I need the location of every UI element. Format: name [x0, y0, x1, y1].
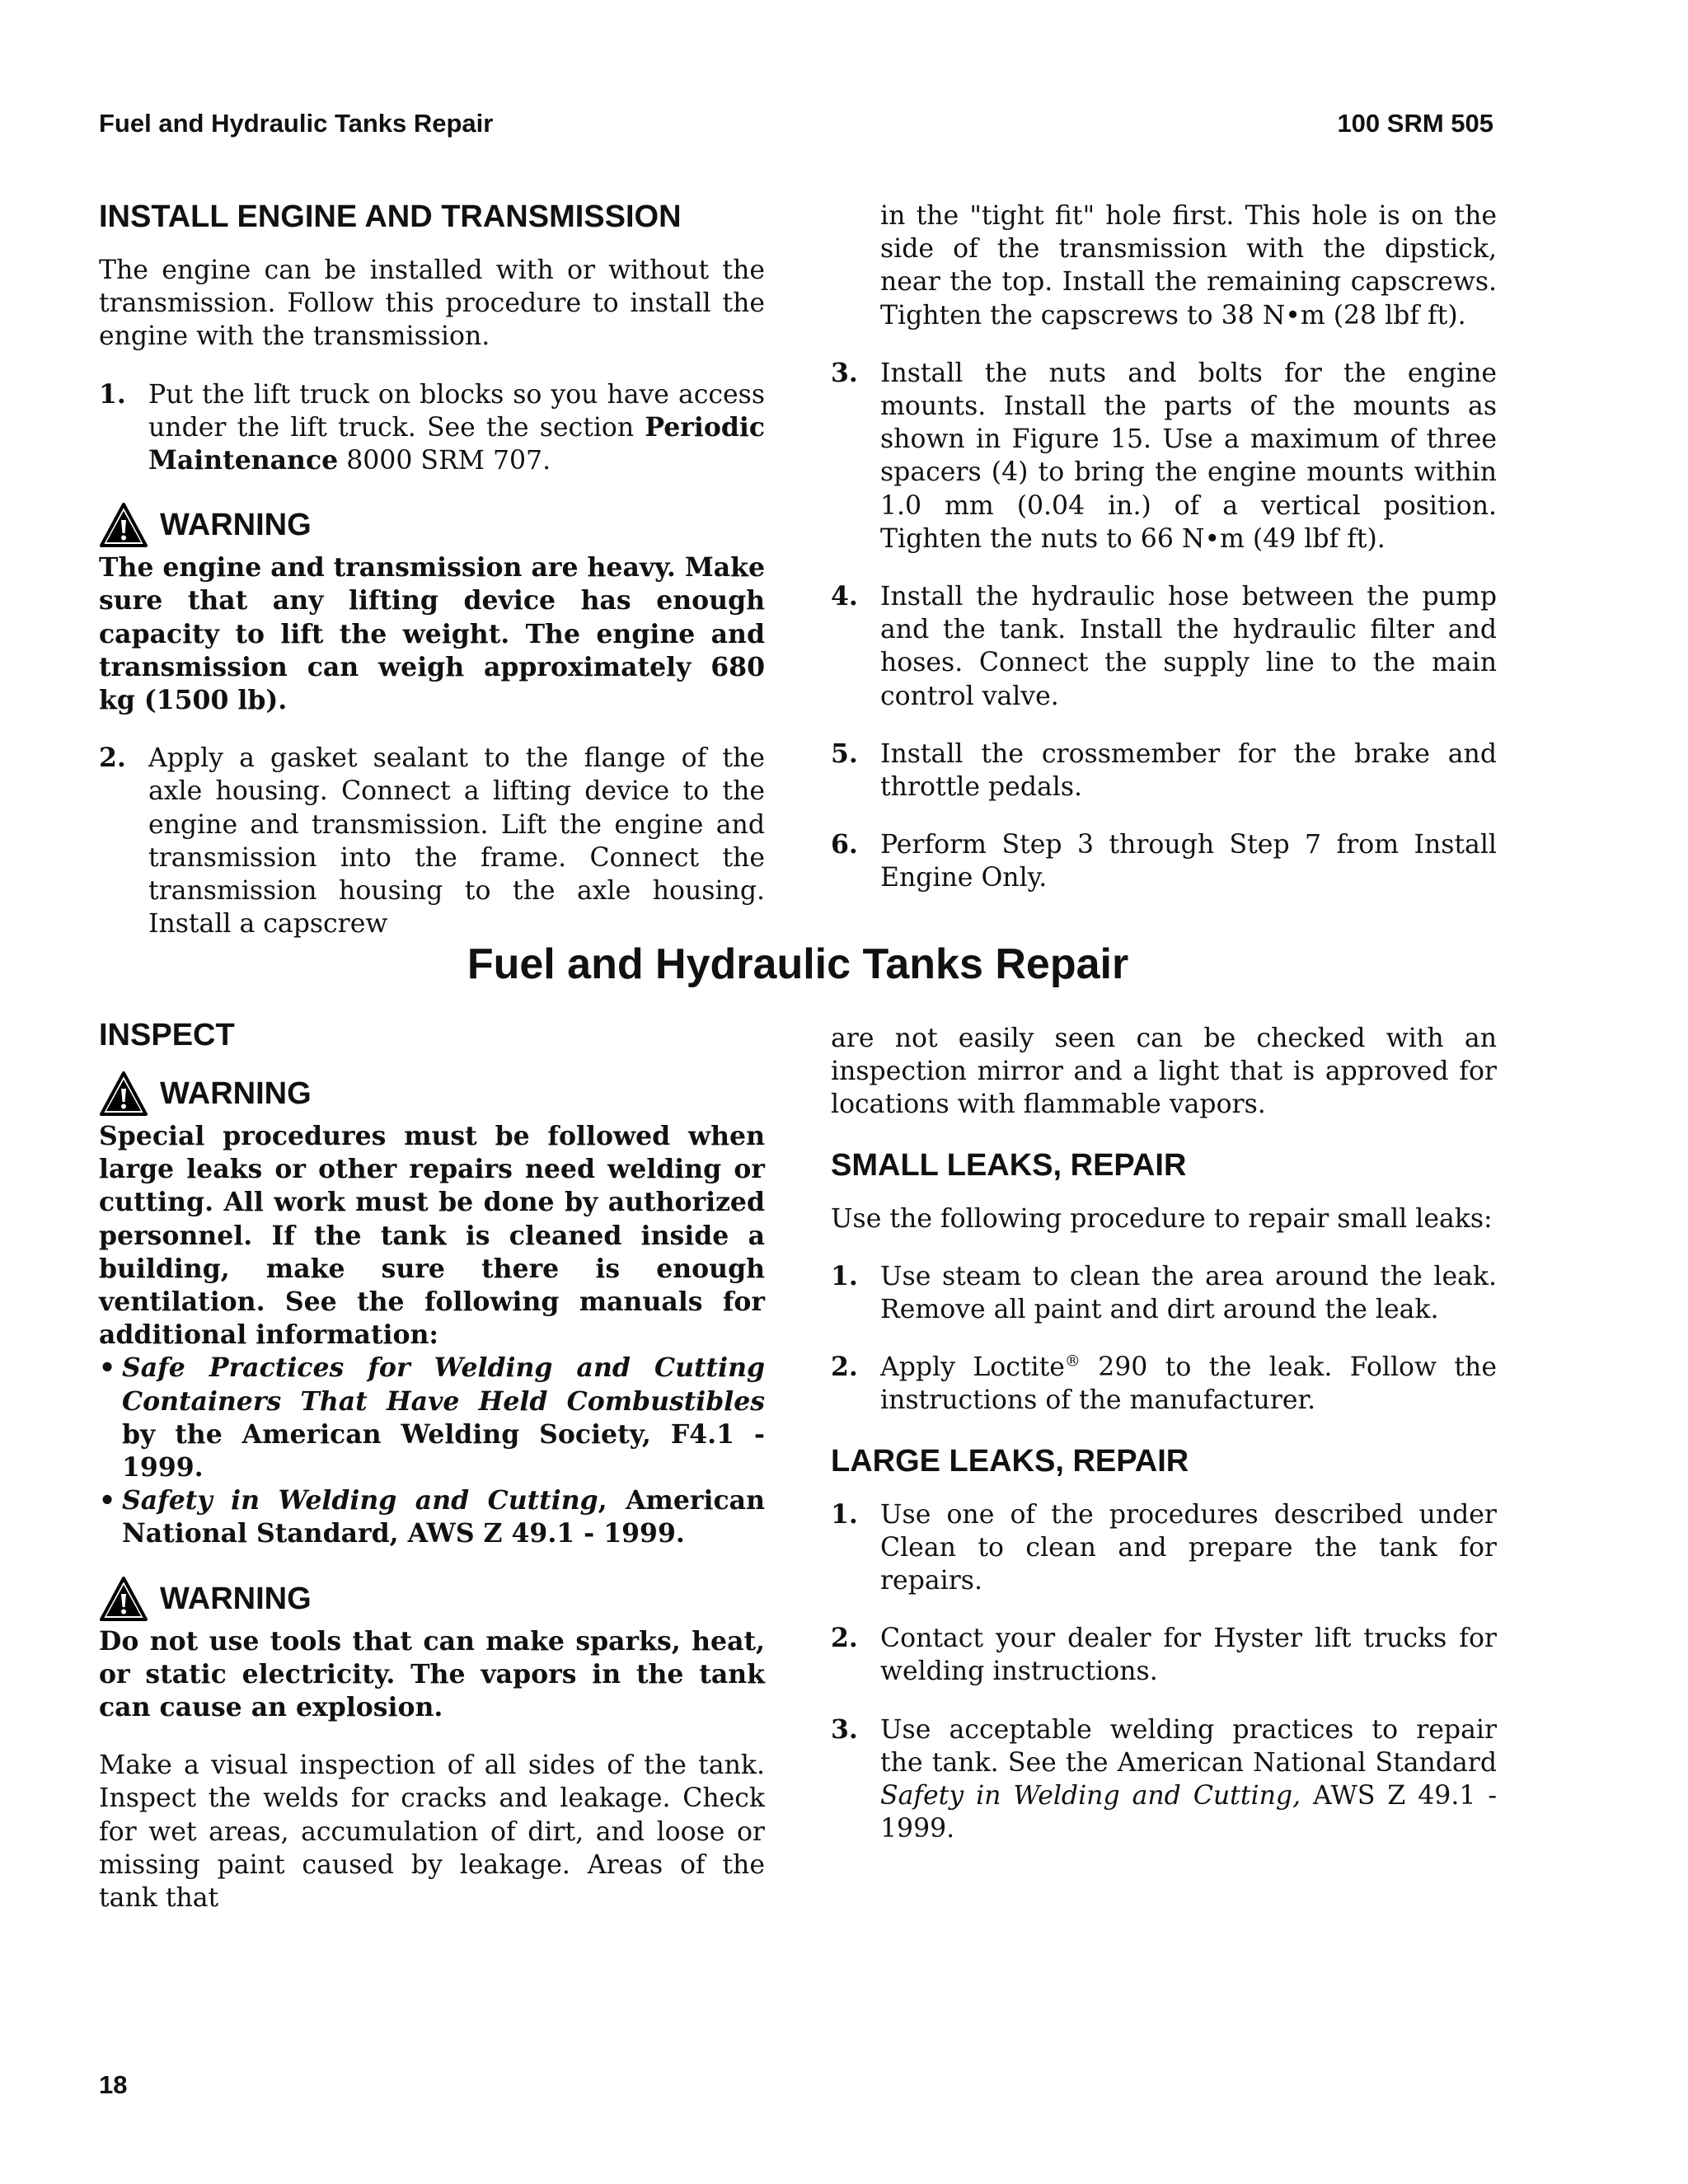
- step-number: 2.: [831, 1623, 858, 1654]
- inspect-heading: INSPECT: [99, 1018, 235, 1052]
- step-number: 1.: [831, 1260, 858, 1291]
- reference-source: by the American Welding Society, F4.1 - 1999.: [122, 1418, 765, 1483]
- install-step-1: [99, 378, 765, 478]
- small-leaks-step-1: [831, 1260, 1497, 1326]
- step-number: 2.: [99, 743, 126, 774]
- warning-title: WARNING: [160, 508, 312, 543]
- step-text: Contact your dealer for Hyster lift trucks for welding instructions.: [880, 1624, 1497, 1687]
- inspect-paragraph: Make a visual inspection of all sides of the tank. Inspect the welds for cracks and leakage. Check for wet areas, accumulation of dirt, and loose or missing paint caused by leakage. Areas of the tank that: [99, 1750, 765, 1914]
- page-number: 18: [99, 2070, 128, 2099]
- repair-column-right: [831, 1022, 1497, 1870]
- install-step-5: [831, 738, 1497, 804]
- step-text-post: 290 to the leak. Follow the instructions of the manufacturer.: [880, 1352, 1497, 1416]
- reference-title: Safety in Welding and Cutting: [122, 1485, 598, 1516]
- step-text: in the "tight fit" hole first. This hole is on the side of the transmission with the dipstick, near the top. Install the remaining capscrews. Tighten the capscrews to 38 N•m (28 lbf ft).: [880, 201, 1497, 330]
- warning-triangle-icon: [99, 1071, 148, 1117]
- small-leaks-intro: Use the following procedure to repair small leaks:: [831, 1203, 1493, 1234]
- install-step-4: [831, 580, 1497, 713]
- step-number: 1.: [831, 1498, 858, 1530]
- step-text: [148, 378, 765, 478]
- step-text-pre: Apply Loctite: [880, 1352, 1065, 1383]
- inspect-paragraph-continued: are not easily seen can be checked with an inspection mirror and a light that is approved for locations with flammable vapors.: [831, 1024, 1497, 1120]
- section-title: Fuel and Hydraulic Tanks Repair: [467, 940, 1129, 988]
- warning-body: Special procedures must be followed when large leaks or other repairs need welding or cutting. All work must be done by authorized personnel. If the tank is cleaned inside a building, make sure there is enough ventilation. See the following manuals for additional information:: [99, 1121, 765, 1351]
- step-number: 6.: [831, 829, 858, 860]
- step-text-tail: 8000 SRM 707.: [346, 446, 551, 476]
- running-header-title: Fuel and Hydraulic Tanks Repair: [99, 109, 494, 138]
- warning-body: The engine and transmission are heavy. Make sure that any lifting device has enough capacity to lift the weight. The engine and transmission can weigh approximately 680 kg (1500 lb).: [99, 552, 765, 716]
- step-number: 3.: [831, 357, 858, 388]
- small-leaks-heading: SMALL LEAKS, REPAIR: [831, 1147, 1187, 1183]
- step-text: Install the nuts and bolts for the engine mounts. Install the parts of the mounts as shown in Figure 15. Use a maximum of three spacers (4) to bring the engine mounts within 1.0 mm (0.04 in.) of a vertical position. Tighten the nuts to 66 N•m (49 lbf ft).: [880, 358, 1497, 554]
- step-number: 4.: [831, 581, 858, 612]
- step-text: Install the crossmember for the brake and throttle pedals.: [880, 738, 1497, 803]
- large-leaks-heading: LARGE LEAKS, REPAIR: [831, 1443, 1189, 1479]
- warning-block-welding: [99, 1071, 765, 1551]
- large-leaks-step-3: [831, 1713, 1497, 1846]
- warning-header: [99, 502, 765, 548]
- step-text: Install the hydraulic hose between the pump and the tank. Install the hydraulic filter and hoses. Connect the supply line to the main control valve.: [880, 582, 1497, 711]
- install-column-left: [99, 198, 765, 965]
- step-text-bold: Periodic Maintenance: [148, 411, 766, 476]
- reference-source: , American National Standard, AWS Z 49.1 - 1999.: [122, 1485, 765, 1549]
- step-text: Use one of the procedures described under Clean to clean and prepare the tank for repairs.: [880, 1499, 1497, 1596]
- install-heading: INSTALL ENGINE AND TRANSMISSION: [99, 199, 682, 234]
- warning-title: WARNING: [160, 1076, 312, 1111]
- warning-header: [99, 1071, 765, 1117]
- warning-block-sparks: [99, 1576, 765, 1725]
- warning-triangle-icon: [99, 502, 148, 548]
- step-text-post: AWS Z 49.1 - 1999.: [880, 1781, 1497, 1844]
- standard-title: Safety in Welding and Cutting,: [880, 1781, 1301, 1811]
- large-leaks-step-1: [831, 1498, 1497, 1598]
- step-text: Perform Step 3 through Step 7 from Install Engine Only.: [880, 830, 1497, 893]
- install-step-6: [831, 828, 1497, 894]
- running-header-doc-number: 100 SRM 505: [1337, 109, 1493, 138]
- warning-title: WARNING: [160, 1581, 312, 1616]
- large-leaks-step-2: [831, 1622, 1497, 1688]
- step-text-pre: Use acceptable welding practices to repair the tank. See the American National Standard: [880, 1714, 1497, 1778]
- registered-mark: ®: [1064, 1352, 1081, 1371]
- step-text: Apply a gasket sealant to the flange of the axle housing. Connect a lifting device to the engine and transmission. Lift the engine and transmission into the frame. Connect the transmission housing to the axle housing. Install a capscrew: [148, 743, 765, 940]
- warning-body: Do not use tools that can make sparks, heat, or static electricity. The vapors in the tank can cause an explosion.: [99, 1625, 765, 1723]
- step-text: [880, 1351, 1497, 1417]
- warning-header: [99, 1576, 765, 1622]
- install-intro: The engine can be installed with or without the transmission. Follow this procedure to install the engine with the transmission.: [99, 255, 765, 352]
- install-column-right: [831, 199, 1497, 920]
- step-number: 3.: [831, 1713, 858, 1745]
- step-number: 1.: [99, 378, 126, 410]
- step-text: Use steam to clean the area around the leak. Remove all paint and dirt around the leak.: [880, 1261, 1497, 1325]
- reference-bullet-2: • Safety in Welding and Cutting, American National Standard, AWS Z 49.1 - 1999.: [99, 1485, 765, 1549]
- inspect-column-left: [99, 1016, 765, 1939]
- warning-block-heavy: [99, 502, 765, 717]
- small-leaks-step-2: [831, 1351, 1497, 1417]
- step-number: 5.: [831, 738, 858, 769]
- step-text-main: Put the lift truck on blocks so you have access under the lift truck. See the section: [148, 379, 765, 443]
- step-number: 2.: [831, 1352, 858, 1383]
- install-step-3: [831, 357, 1497, 555]
- step-text: [880, 1713, 1497, 1846]
- warning-triangle-icon: [99, 1576, 148, 1622]
- reference-title: Safe Practices for Welding and Cutting Containers That Have Held Combustibles: [122, 1352, 765, 1417]
- reference-bullet-1: • Safe Practices for Welding and Cutting Containers That Have Held Combustibles by the American Welding Society, F4.1 - 1999.: [99, 1352, 765, 1483]
- install-step-2-continued: [831, 199, 1497, 332]
- install-step-2: [99, 742, 765, 940]
